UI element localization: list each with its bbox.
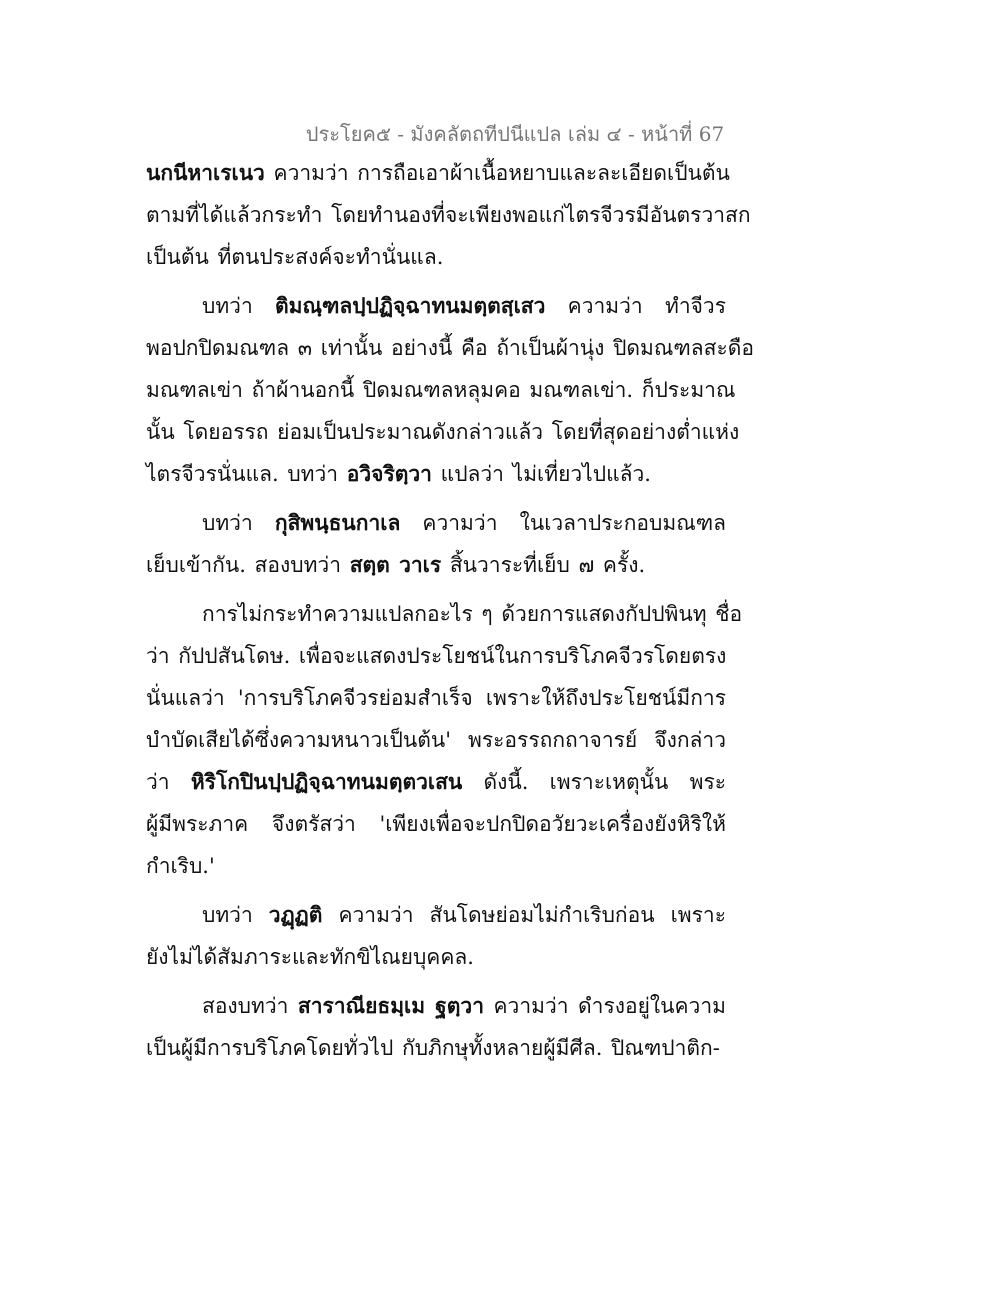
text-line: เป็นผู้มีการบริโภคโดยทั่วไป กับภิกษุทั้งหลายผู้มีศีล. ปิณฑปาติก-	[146, 1036, 720, 1060]
pali-term: ติมณฺฑลปฺปฏิจฺฉาทนมตฺตสฺเสว	[275, 293, 546, 318]
text-line: สองบทว่า สาราณียธมฺเม ฐตฺวา ความว่า ดำรงอยู่ในความ	[202, 993, 726, 1018]
text-line: พอปกปิดมณฑล ๓ เท่านั้น อย่างนี้ คือ ถ้าเป็นผ้านุ่ง ปิดมณฑลสะดือ	[146, 336, 755, 360]
text-line: บทว่า กุสิพนฺธนกาเล ความว่า ในเวลาประกอบมณฑล	[202, 510, 726, 535]
text-line: ตามที่ได้แล้วกระทำ โดยทำนองที่จะเพียงพอแก่ไตรจีวรมีอันตรวาสก	[146, 203, 751, 227]
text-line: ไตรจีวรนั่นแล. บทว่า อวิจริตฺวา แปลว่า ไม่เที่ยวไปแล้ว.	[146, 461, 651, 486]
text-line: บทว่า วฏฺฏติ ความว่า สันโดษย่อมไม่กำเริบก่อน เพราะ	[202, 902, 726, 927]
pali-term: กุสิพนฺธนกาเล	[274, 510, 401, 535]
pali-term: สาราณียธมฺเม ฐตฺวา	[297, 993, 484, 1018]
body-text	[146, 152, 755, 1069]
text-line: ผู้มีพระภาค จึงตรัสว่า 'เพียงเพื่อจะปกปิดอวัยวะเครื่องยังหิริให้	[146, 812, 726, 836]
pali-term: นกนีหาเรเนว	[146, 160, 265, 185]
text-line: ว่า กัปปสันโดษ. เพื่อจะแสดงประโยชน์ในการบริโภคจีวรโดยตรง	[146, 644, 727, 668]
text-line: บทว่า ติมณฺฑลปฺปฏิจฺฉาทนมตฺตสฺเสว ความว่า ทำจีวร	[202, 293, 726, 318]
text-line: นั้น โดยอรรถ ย่อมเป็นประมาณดังกล่าวแล้ว โดยที่สุดอย่างต่ำแห่ง	[146, 420, 740, 444]
pali-term: วฏฺฏติ	[268, 902, 323, 927]
text-line: นั่นแลว่า 'การบริโภคจีวรย่อมสำเร็จ เพราะให้ถึงประโยชน์มีการ	[146, 686, 726, 710]
text-line: กำเริบ.'	[146, 854, 215, 878]
text-line: ว่า หิริโกปินปฺปฏิจฺฉาทนมตฺตวเสน ดังนี้. เพราะเหตุนั้น พระ	[146, 769, 727, 794]
text-line: มณฑลเข่า ถ้าผ้านอกนี้ ปิดมณฑลหลุมคอ มณฑลเข่า. ก็ประมาณ	[146, 378, 736, 402]
pali-term: สตฺต วาเร	[349, 552, 442, 577]
pali-term: อวิจริตฺวา	[346, 461, 432, 486]
text-line: การไม่กระทำความแปลกอะไร ๆ ด้วยการแสดงกัปปพินทุ ชื่อ	[202, 602, 743, 626]
pali-term: หิริโกปินปฺปฏิจฺฉาทนมตฺตวเสน	[190, 769, 463, 794]
text-line: บำบัดเสียได้ซึ่งความหนาวเป็นต้น' พระอรรถกถาจารย์ จึงกล่าว	[146, 728, 726, 752]
text-line: เป็นต้น ที่ตนประสงค์จะทำนั่นแล.	[146, 245, 444, 269]
text-line: ยังไม่ได้สัมภาระและทักขิไณยบุคคล.	[146, 945, 474, 969]
page-header: ประโยค๕ - มังคลัตถทีปนีแปล เล่ม ๔ - หน้าที่ 67	[305, 122, 725, 146]
text-line: เย็บเข้ากัน. สองบทว่า สตฺต วาเร สิ้นวาระที่เย็บ ๗ ครั้ง.	[146, 552, 646, 577]
text-line: นกนีหาเรเนว ความว่า การถือเอาผ้าเนื้อหยาบและละเอียดเป็นต้น	[146, 160, 730, 185]
